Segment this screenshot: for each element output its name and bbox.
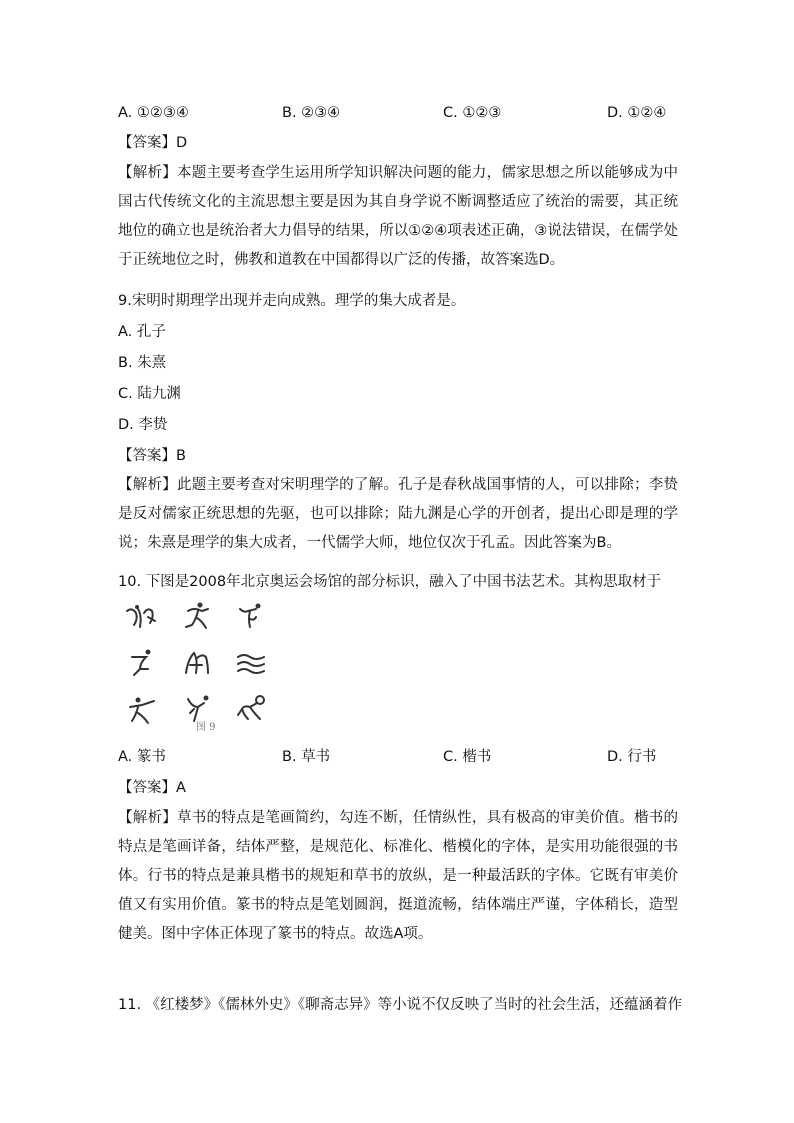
q8-option-b: B. ②③④: [282, 105, 341, 121]
q9-option-a: A. 孔子: [118, 324, 166, 340]
q10-option-c: C. 楷书: [443, 749, 492, 765]
q10-stem: 10. 下图是2008年北京奥运会场馆的部分标识，融入了中国书法艺术。其构思取材于: [118, 574, 662, 590]
pictogram-swimming-dive-icon: [126, 647, 160, 677]
pictogram-gymnastics-icon: [234, 601, 268, 631]
pictogram-swimming-icon: [234, 647, 268, 677]
q8-answer: 【答案】D: [118, 135, 188, 151]
q8-analysis: 【解析】本题主要考查学生运用所学知识解决问题的能力，儒家思想之所以能够成为中国古代传统文化的主流思想主要是因为其自身学说不断调整适应了统治的需要，其正统地位的确立也是统治者大力倡导的结果，所以①②④项表述正确，③说法错误，在儒学处于正统地位之时，佛教和道教在中国都得以广泛的传播，故答案选D。: [118, 165, 678, 268]
q9-stem: 9.宋明时期理学出现并走向成熟。理学的集大成者是。: [118, 293, 466, 309]
pictogram-fencing-icon: [126, 695, 160, 725]
pictogram-tennis-icon: [234, 693, 268, 723]
q9-analysis: 【解析】此题主要考查对宋明理学的了解。孔子是春秋战国事情的人，可以排除；李贽是反对儒家正统思想的先驱，也可以排除；陆九渊是心学的开创者，提出心即是理的学说；朱熹是理学的集大成者，一代儒学大师，地位仅次于孔孟。因此答案为B。: [118, 477, 678, 551]
q8-option-d: D. ①②④: [607, 105, 667, 121]
q10-option-b: B. 草书: [282, 749, 331, 765]
figure-caption: 图 9: [196, 722, 216, 733]
olympic-pictogram-figure: [122, 601, 282, 737]
q10-answer: 【答案】A: [118, 780, 186, 796]
q9-answer: 【答案】B: [118, 448, 186, 464]
q10-option-d: D. 行书: [607, 749, 657, 765]
q9-option-d: D. 李贽: [118, 417, 168, 433]
pictogram-rowing-icon: [180, 647, 214, 677]
q10-option-a: A. 篆书: [118, 749, 166, 765]
pictogram-wrestling-icon: [124, 603, 158, 633]
q11-stem: 11. 《红楼梦》《儒林外史》《聊斋志异》等小说不仅反映了当时的社会生活，还蕴涵着作: [118, 997, 683, 1013]
pictogram-running-icon: [180, 601, 214, 631]
q9-option-c: C. 陆九渊: [118, 386, 181, 402]
q8-option-c: C. ①②③: [443, 105, 502, 121]
q8-option-a: A. ①②③④: [118, 105, 189, 121]
q10-analysis: 【解析】草书的特点是笔画简约，勾连不断，任情纵性，具有极高的审美价值。楷书的特点是笔画详备，结体严整，是规范化、标准化、楷模化的字体，是实用功能很强的书体。行书的特点是兼具楷书的规矩和草书的放纵，是一种最活跃的字体。它既有审美价值又有实用价值。篆书的特点是笔划圆润，挺道流畅，结体端庄严谨，字体稍长，造型健美。图中字体正体现了篆书的特点。故选A项。: [118, 810, 678, 942]
q9-option-b: B. 朱熹: [118, 355, 167, 371]
